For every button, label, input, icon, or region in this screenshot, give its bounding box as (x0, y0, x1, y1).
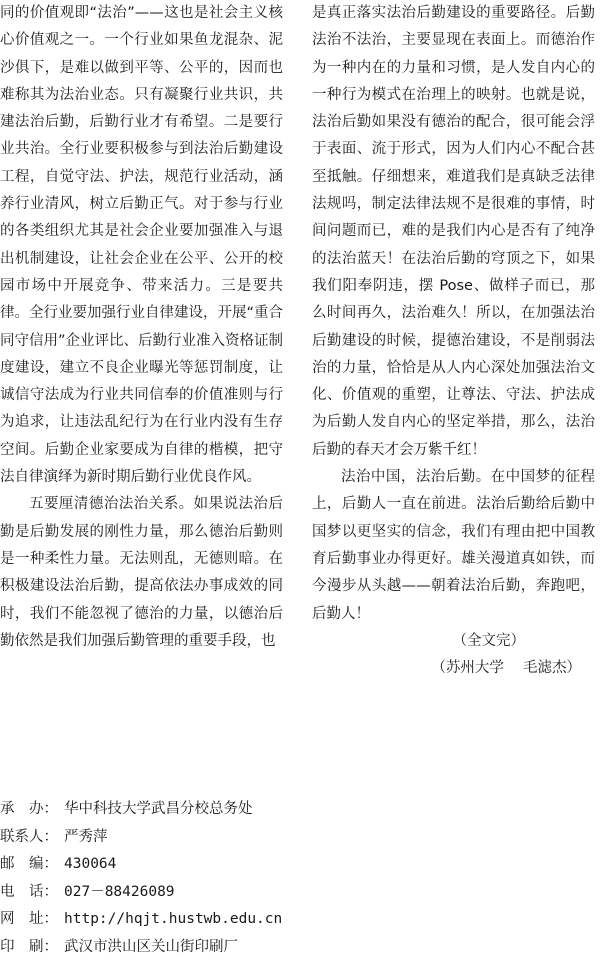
colophon-row-contact (0, 824, 420, 852)
colophon (0, 796, 420, 962)
colophon-value: 华中科技大学武昌分校总务处 (64, 801, 253, 817)
right-column (312, 0, 595, 682)
colophon-row-printer (0, 934, 420, 962)
right-paragraph-1: 是真正落实法治后勤建设的重要路径。后勤法治不法治，主要显现在表面上。而德治作为一种内在的力量和习惯，是人发自内心的一种行为模式在治理上的映射。也就是说，法治后勤如果没有德治的配合，很可能会浮于表面、流于形式，因为人们内心不配合甚至抵触。仔细想来，难道我们是真缺乏法律法规吗，制定法律法规不是很难的事情，时间问题而已，难的是我们内心是否有了纯净的法治蓝天！在法治后勤的穹顶之下，如果我们阳奉阴违，摆 Pose、做样子而已，那么时间再久，法治难久！所以，在加强法治后勤建设的时候，提德治建设，不是削弱法治的力量，恰恰是从人内心深处加强法治文化、价值观的重塑，让尊法、守法、护法成为后勤人发自内心的坚定举措，那么，法治后勤的春天才会万紫千红！ (312, 5, 595, 458)
colophon-label: 邮 编： (0, 856, 58, 873)
colophon-website-link[interactable]: http://hqjt.hustwb.edu.cn (64, 911, 283, 928)
colophon-label: 联系人： (0, 828, 58, 845)
left-paragraph-2: 五要厘清德治法治关系。如果说法治后勤是后勤发展的刚性力量，那么德治后勤则是一种柔性力量。无法则乱，无德则暗。在积极建设法治后勤，提高依法办事成效的同时，我们不能忽视了德治的力量，以德治后勤依然是我们加强后勤管理的重要手段，也 (0, 496, 283, 649)
colophon-label: 承 办： (0, 801, 58, 817)
colophon-label: 印 刷： (0, 938, 58, 955)
left-paragraph-1: 同的价值观即“法治”——这也是社会主义核心价值观之一。一个行业如果鱼龙混杂、泥沙俱下，是难以做到平等、公平的，因而也难称其为法治业态。只有凝聚行业共识，共建法治后勤，后勤行业才有希望。二是要行业共治。全行业要积极参与到法治后勤建设工程，自觉守法、护法，规范行业活动，涵养行业清风，树立后勤正气。对于参与行业的各类组织尤其是社会企业要加强准入与退出机制建设，让社会企业在公平、公开的校园市场中开展竞争、带来活力。三是要共律。全行业要加强行业自律建设，开展“重合同守信用”企业评比、后勤行业准入资格证制度建设，建立不良企业曝光等惩罚制度，让诚信守法成为行业共同信奉的价值准则与行为追求，让违法乱纪行为在行业内没有生存空间。后勤企业家要成为自律的楷模，把守法自律演绎为新时期后勤行业优良作风。 (0, 5, 284, 486)
colophon-label: 网 址： (0, 911, 58, 928)
author-credit: （苏州大学 毛滤杰） (431, 660, 581, 677)
colophon-row-phone (0, 879, 420, 907)
colophon-value: 027－88426089 (64, 883, 175, 900)
colophon-row-organizer (0, 796, 420, 824)
colophon-row-postcode (0, 851, 420, 879)
colophon-row-website (0, 906, 420, 934)
end-note-line (312, 628, 595, 655)
colophon-label: 电 话： (0, 883, 58, 900)
right-paragraph-2 (312, 464, 595, 655)
left-column (0, 0, 283, 655)
colophon-value: 严秀萍 (64, 828, 108, 845)
colophon-value: 武汉市洪山区关山街印刷厂 (64, 938, 238, 955)
end-note: （全文完） (452, 632, 525, 649)
right-paragraph-2-text: 法治中国，法治后勤。在中国梦的征程上，后勤人一直在前进。法治后勤给后勤中国梦以更坚实的信念，我们有理由把中国教育后勤事业办得更好。雄关漫道真如铁，而今漫步从头越——朝着法治后勤，奔跑吧，后勤人！ (312, 469, 595, 622)
colophon-value: 430064 (64, 856, 117, 873)
